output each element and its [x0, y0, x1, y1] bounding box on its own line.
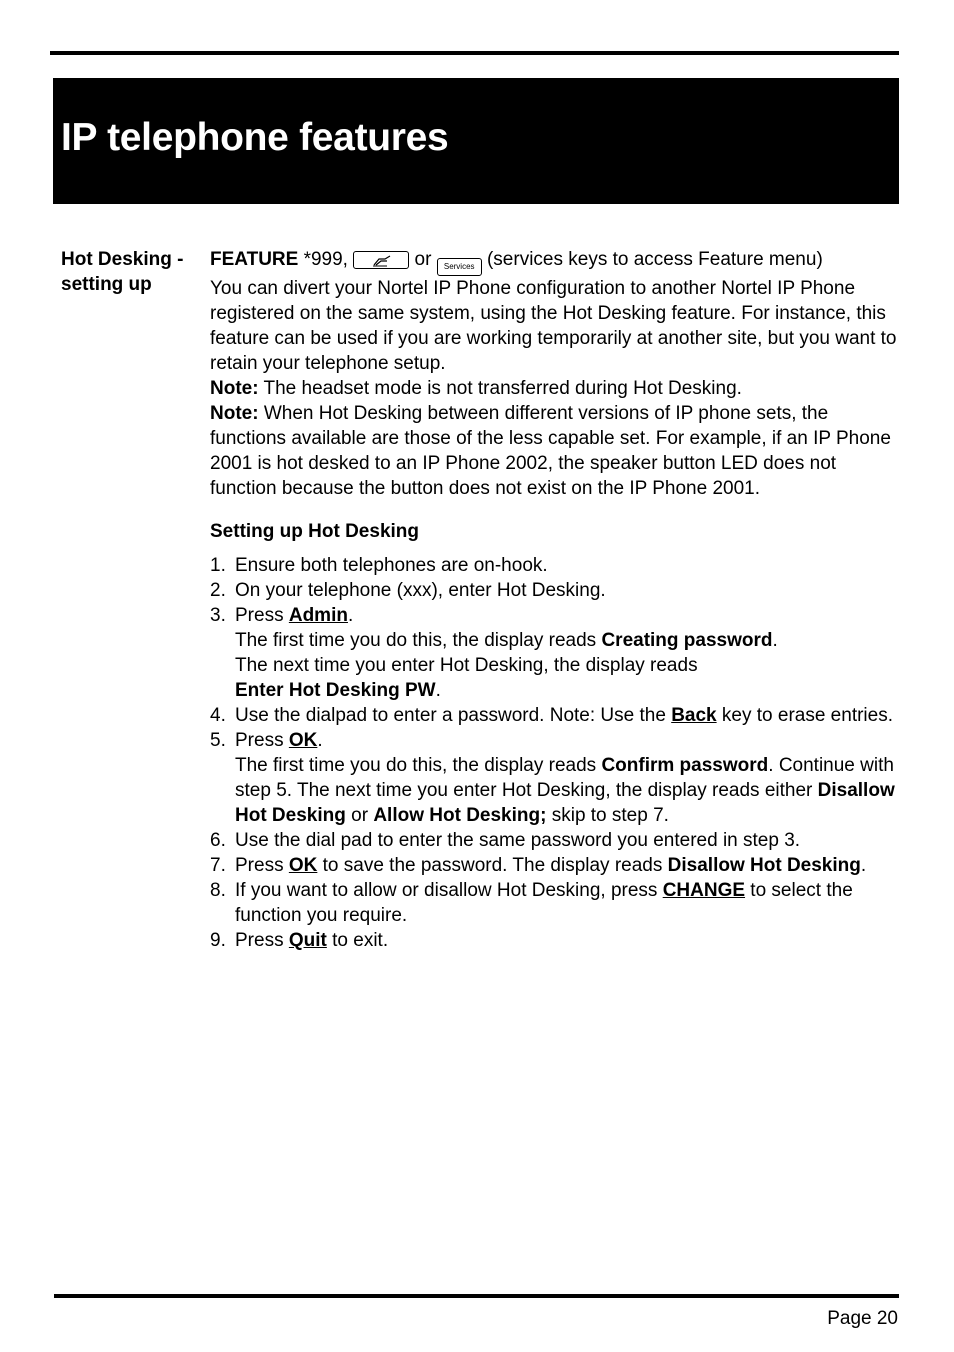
step-text: to save the password. The display reads	[317, 855, 668, 876]
step-text: .	[860, 855, 867, 876]
step-5	[210, 728, 900, 828]
feature-line	[210, 247, 900, 276]
services-key-icon: Services	[437, 258, 482, 276]
step-text: .	[317, 730, 323, 751]
bottom-rule	[54, 1294, 899, 1298]
intro-paragraph: You can divert your Nortel IP Phone configuration to another Nortel IP Phone registered on the same system, using the Hot Desking feature. For instance, this feature can be used if you are working temporarily at another site, but you want to retain your telephone setup.	[210, 278, 897, 374]
step-text: skip to step 7.	[546, 805, 669, 826]
step-text: to exit.	[326, 930, 389, 951]
step-text: .	[435, 680, 441, 701]
display-text: Creating password	[601, 630, 773, 651]
step-text: .	[772, 630, 778, 651]
display-text: Allow Hot Desking;	[373, 805, 547, 826]
page-title: IP telephone features	[61, 116, 449, 159]
display-text: Enter Hot Desking PW	[235, 680, 436, 701]
step-4	[210, 703, 900, 728]
feature-code: *999,	[298, 249, 354, 270]
step-number: 4.	[210, 705, 226, 726]
step-text: The first time you do this, the display reads	[235, 755, 602, 776]
title-banner	[53, 78, 899, 204]
step-text: Use the dialpad to enter a password. Note: Use the	[235, 705, 672, 726]
display-text: Disallow Hot Desking	[235, 780, 895, 826]
step-6	[210, 828, 900, 853]
step-8	[210, 878, 900, 928]
back-key: Back	[671, 705, 717, 726]
step-text: or	[345, 805, 374, 826]
step-text: .	[347, 605, 354, 626]
step-text: Ensure both telephones are on-hook.	[235, 555, 548, 576]
step-text: Press	[235, 855, 289, 876]
step-7	[210, 853, 900, 878]
step-number: 5.	[210, 730, 226, 751]
step-number: 3.	[210, 605, 226, 626]
step-text: The first time you do this, the display reads	[235, 630, 602, 651]
page-number: Page 20	[827, 1308, 898, 1329]
step-text: to select the function you require.	[235, 880, 853, 926]
feature-key-icon	[353, 251, 409, 269]
change-key: CHANGE	[662, 880, 746, 901]
step-text: key to erase entries.	[716, 705, 893, 726]
or-word: or	[409, 249, 437, 270]
step-text: The next time you enter Hot Desking, the display reads	[235, 655, 698, 676]
step-text: If you want to allow or disallow Hot Desking, press	[235, 880, 663, 901]
services-note: (services keys to access Feature menu)	[481, 249, 823, 270]
note-text: When Hot Desking between different versions of IP phone sets, the functions available are those of the less capable set. For example, if an IP Phone 2001 is hot desked to an IP Phone 2002, the speaker button LED does not function because the button does not exist on the IP Phone 2001.	[210, 403, 891, 499]
step-number: 9.	[210, 930, 226, 951]
step-number: 7.	[210, 855, 226, 876]
step-1	[210, 553, 900, 578]
section-heading: Hot Desking - setting up	[61, 249, 184, 295]
step-text: Press	[235, 930, 289, 951]
main-content	[210, 247, 900, 953]
note-label: Note:	[210, 378, 259, 399]
step-2	[210, 578, 900, 603]
note-2	[210, 401, 900, 501]
top-rule	[50, 51, 899, 55]
ok-key: OK	[288, 855, 318, 876]
step-text: . Continue with step 5. The next time you enter Hot Desking, the display reads either	[235, 755, 894, 801]
display-text: Disallow Hot Desking	[667, 855, 861, 876]
step-number: 6.	[210, 830, 226, 851]
step-number: 1.	[210, 555, 226, 576]
step-number: 8.	[210, 880, 226, 901]
step-3	[210, 603, 900, 703]
note-1	[210, 376, 900, 401]
step-text: On your telephone (xxx), enter Hot Desking.	[235, 580, 606, 601]
step-9	[210, 928, 900, 953]
step-text: Press	[235, 730, 289, 751]
quit-key: Quit	[288, 930, 327, 951]
note-text: The headset mode is not transferred during Hot Desking.	[258, 378, 742, 399]
ok-key: OK	[288, 730, 318, 751]
display-text: Confirm password	[601, 755, 769, 776]
steps-list	[210, 553, 900, 953]
feature-label: FEATURE	[210, 249, 299, 270]
admin-key: Admin	[288, 605, 348, 626]
step-number: 2.	[210, 580, 226, 601]
step-text: Press	[235, 605, 289, 626]
setup-heading: Setting up Hot Desking	[210, 521, 419, 542]
step-text: Use the dial pad to enter the same password you entered in step 3.	[235, 830, 801, 851]
note-label: Note:	[210, 403, 259, 424]
